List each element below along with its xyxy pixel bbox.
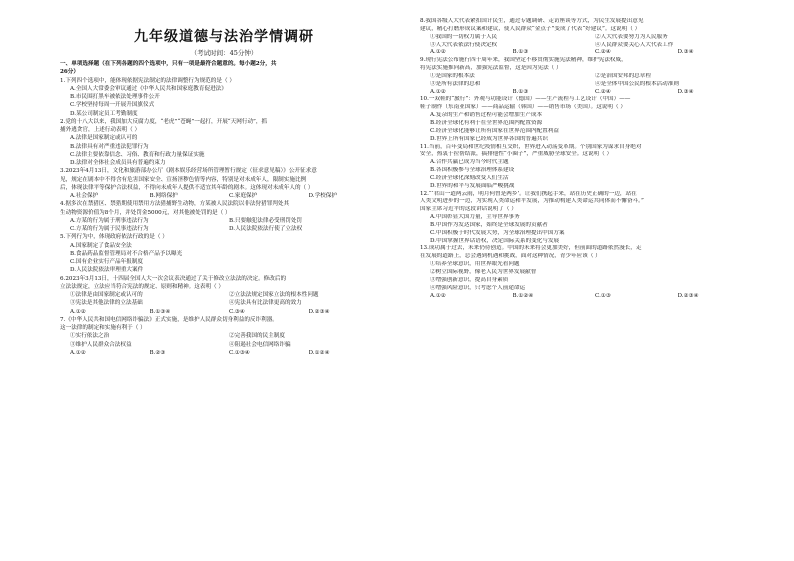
option-a: A.法律是国家制定或认可的 (70, 135, 138, 142)
question-stem-cont: 这一法律的制定和实施有利于（ ） (60, 325, 146, 331)
statement-4: ④宪法具有比法律更高的效力 (229, 300, 302, 307)
option-c: C.①③ (595, 292, 611, 299)
option-a: A.中国彰显大国力量，主导世界事务 (430, 214, 520, 221)
option-c: C.方某的行为属于民事违法行为 (70, 226, 149, 232)
statement-3: ③维护人民群众合法权益 (70, 341, 132, 348)
option-b: B.中国作为发达国家，始终是全球发展的贡献者 (430, 221, 548, 228)
statement-4: ④阻遏社会电信网络诈骗 (229, 341, 291, 348)
statements-row (60, 332, 388, 340)
question-stem: 1.下列四个选项中，能体现依据宪法制定的法律调整行为规范的是（ ） (60, 77, 235, 84)
question-stem-cont: 捕外逃贪官，上述行动表明（ ） (60, 127, 141, 133)
question-stem: 7.《中华人民共和国电信网络诈骗法》正式实施，是维护人民群众切身利益的反诈利器。 (60, 316, 278, 323)
option-a: A.社会保护 (70, 193, 99, 199)
options-row (60, 192, 388, 200)
option-c: C.②④ (595, 88, 611, 95)
option-b: B.只要触犯法律必受刑罚处罚 (229, 217, 303, 224)
option-a: A.全国人大常委会审议通过《中华人民共和国家庭教育促进法》 (70, 85, 227, 92)
option-d: D.②③④ (308, 308, 330, 315)
question-stem: 3.2023年4月13日，文化和旅游部办公厅《剧本娱乐经营场所管理暂行规定（征求意见稿）》公开征求意 (60, 168, 317, 175)
option-b: B.网络保护 (149, 193, 178, 199)
statement-2: ②立法法规定国家立法的根本性问题 (229, 292, 319, 298)
question-stem-cont: 在发展的道路上，总会遇到机遇和挑战，面对这种情况，青少年应该（ ） (420, 253, 601, 260)
option-a: A.①② (430, 88, 446, 95)
question-stem: 6.2023年3月13日，十四届全国人大一次会议表决通过了关于修改立法法的决定。修改后的 (60, 275, 287, 282)
statement-2: ②是治国安邦的总章程 (595, 72, 651, 79)
option-b: B.食品药品监督管理局对不合格产品予以曝光 (70, 250, 183, 257)
question-stem: 10.一双鞋的“旅行”：外观与功能设计（德国）——生产流程与工艺设计（中国）—— (420, 96, 631, 103)
statement-1: ①培养全球意识，用世界眼光看问题 (430, 261, 520, 268)
question-stem-cont: 人类文明进步的一边，为实现人类命运和平发展，为推动构建人类命运共同体而不懈奋斗。” (420, 198, 644, 205)
question-stem: 5.下列行为中，体现政府依法行政的是（ ） (60, 234, 168, 241)
question-stem-cont: 见，规定在剧本中不得含有危害国家安全、宣扬淫秽色情等内容，特别是对未成年人，限制实施比例 (60, 176, 307, 183)
option-a: A.复杂的生产和销售过程可能会增加生产成本 (430, 112, 543, 119)
statement-1: ①是国家的根本法 (430, 72, 475, 79)
option-c: C.中国积极于时代发展大势，为全球治理提出中国方案 (430, 229, 565, 236)
question-stem-cont: 立法法规定，立法应当符合宪法的规定、原则和精神。这表明（ ） (60, 283, 224, 290)
section-heading-cont: 26分） (60, 69, 79, 76)
statement-1: ①我国的一切权力属于人民 (430, 33, 498, 40)
option-d: D.人民法院依法行使了立法权 (229, 226, 303, 232)
question-stem: 13.成功属于过去，未来仍待创造。中国的未来将会更加美好，但前面的道路依然漫长，走 (420, 245, 642, 252)
statement-3: ③增强创新意识，提高自身素质 (430, 276, 509, 283)
statements-row (60, 341, 388, 349)
section-heading: 一、单项选择题（在下列各题的四个选项中，只有一项是最符合题意的。每小题2分，共 (60, 61, 277, 67)
left-column (60, 18, 388, 357)
right-column (420, 18, 760, 300)
option-b: B.①③ (512, 88, 529, 95)
option-c: C.经济全球化能够让所有国家在世界范围内配置利益 (430, 127, 559, 134)
option-d: D.世界上所有国家已经成为世界各国的普遍共识 (430, 135, 548, 142)
option-c: C.国有企业实行产品年报制度 (70, 259, 143, 265)
option-d: D.世界的和平与发展面临严峻挑战 (430, 182, 515, 189)
statements-row (420, 73, 760, 81)
option-a: A.①② (430, 292, 446, 299)
statements-row (60, 299, 388, 307)
option-a: A.①② (70, 349, 86, 356)
option-c: C.法律主要依靠信念、习俗、教育和行政力量保证实施 (70, 151, 205, 158)
options-row (60, 308, 388, 316)
question-stem-cont: 国家主席习近平的这段讲话说明了（ ） (420, 206, 517, 213)
option-a: A.①② (430, 49, 446, 56)
option-b: B.经济全球化有利于在全世界范围内配置资源 (430, 119, 543, 126)
option-b: B.①②④ (512, 292, 534, 299)
question-stem-cont: 生动物资源价值为8个月，并处罚金5000元，对其他被处罚的是（ ） (60, 209, 231, 216)
statement-4: ④增强风险意识，只考虑个人前途命运 (430, 284, 526, 291)
option-c: C.经济全球化深刻改变人们生活 (430, 174, 509, 181)
statement-4: ④人民群众要关心人大代表工作 (595, 41, 674, 48)
question-stem: 2.党的十八大以来，我国加大反腐力度，“老虎”“苍蝇”一起打，开展“天网行动”，抓 (60, 118, 268, 125)
question-stem: 9.现行宪法公布施行四十周年来，我国坚定不移贯彻实施宪法精神，维护宪法权威， (420, 57, 627, 64)
question-stem: 4.据多次在禁猎区、禁猎期使用禁用方法猎捕野生动物，方某被人民法院以非法狩猎罪判处其 (60, 201, 290, 208)
statement-2: ②完善我国的民主制度 (229, 333, 285, 340)
statement-2: ②树立国际视野，像老人民为世界发展献智 (430, 269, 537, 275)
page-title: 九年级道德与法治学情调研 (134, 29, 314, 45)
options-row (420, 293, 760, 301)
option-d: D.法律对全体社会成员具有普遍约束力 (70, 160, 166, 166)
option-c: C.家庭保护 (229, 193, 258, 199)
option-a: A.国家制定了食品安全法 (70, 242, 132, 249)
option-b: B.①③④ (149, 308, 171, 315)
exam-time: （考试时间：45分钟） (190, 49, 258, 57)
statement-3: ③是所有法律的总和 (430, 80, 481, 87)
option-a: A.①② (70, 308, 86, 315)
option-d: D.②③④ (677, 292, 699, 299)
statement-2: ②人大代表要努力为人民服务 (595, 33, 668, 40)
question-stem-cont: 将宪法实施推向新高，加强宪法监督，这是因为宪法（ ） (420, 65, 562, 72)
question-stem-cont: 建议，精心打磨形成议案和建议，使人民群众“金点子”变成了代表“好建议”。这说明（ ） (420, 25, 641, 32)
option-b: B.②③ (149, 349, 166, 356)
options-row (60, 225, 388, 233)
option-b: B.①③ (512, 49, 529, 56)
statements-row (420, 81, 760, 89)
option-d: D.③④ (677, 49, 694, 56)
statement-3: ③宪法是其他法律的立法基础 (70, 300, 143, 307)
statement-1: ①实行依法之治 (70, 333, 110, 340)
option-a: A.合作共赢已成为当今时代主题 (430, 159, 509, 166)
options-row (420, 89, 760, 97)
question-stem: 11.当前，百年变局和世纪疫情相互交织，世界进入动荡变革期。个别国家为谋求自身绝对 (420, 143, 642, 150)
statement-3: ③人大代表依法行使决定权 (430, 41, 498, 48)
option-b: B.法律具有对严重违法犯罪行为 (70, 143, 149, 150)
statement-4: ④是全体中国公民的根本活动准则 (595, 80, 679, 87)
option-c: C.学校坚持每周一开展升国旗仪式 (70, 102, 155, 109)
option-d: D.③④ (677, 88, 694, 95)
statements-row (420, 34, 760, 42)
option-c: C.②④ (595, 49, 611, 56)
option-d: D.①②④ (308, 349, 330, 356)
question-stem: 12.“‘君山一道两云雨，明月何曾是两乡’。让我们携起手来，站在历史正确的一边，站在 (420, 190, 637, 197)
question-stem-cont: 安全，热衷于拉帮结派，搞排他性“小圈子”，严重威胁全球安全。这说明（ ） (420, 151, 613, 158)
question-stem: 8.我国各级人大代表紧扣国计民生，通过专题调研、走访座谈等方式，为民生发展提出意见 (420, 18, 644, 24)
options-row (420, 49, 760, 57)
statement-1: ①法律是由国家制定或认可的 (70, 292, 143, 298)
option-c: C.③④ (229, 308, 245, 315)
statements-row (420, 42, 760, 50)
options-row (60, 349, 388, 357)
question-stem-cont: 后，体现法律平等保护合法权益，不得向未成年人提供不适宜其年龄的剧本。这体现对未成年人的（ ） (60, 184, 314, 191)
statements-row (60, 291, 388, 299)
option-d: D.中国掌握世界话语权，决定国际关系的变化与发展 (430, 237, 560, 244)
option-d: D.某公司制定员工考勤制度 (70, 110, 138, 117)
option-a: A.方某的行为属于刑事违法行为 (70, 217, 149, 224)
option-c: C.①③④ (229, 349, 250, 356)
options-row (60, 217, 388, 225)
option-d: D.人民法院依法审理重大案件 (70, 267, 144, 274)
question-stem-cont: 鞋子制作（东南亚国家）——商品运输（韩国）——销售市场（美国）。这说明（ ） (420, 104, 626, 111)
option-b: B.市民围打黑车被依法处理事件公开 (70, 94, 160, 100)
option-b: B.各国积极参与全球治理体系建设 (430, 167, 515, 174)
option-d: D.学校保护 (308, 193, 337, 199)
